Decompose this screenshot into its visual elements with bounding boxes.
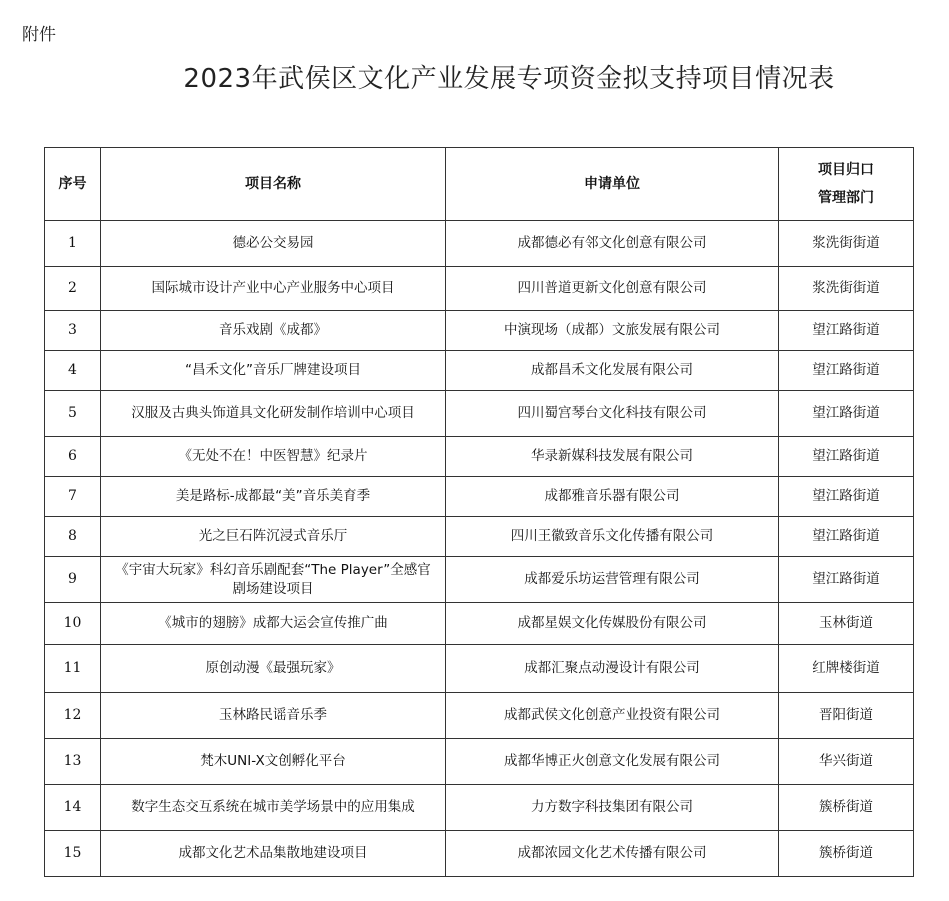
cell-applicant: 四川蜀宫琴台文化科技有限公司: [446, 391, 779, 437]
header-seq: 序号: [45, 148, 101, 221]
cell-dept: 浆洗街街道: [779, 267, 914, 311]
table-row: [45, 391, 914, 437]
cell-project-name: 美是路标-成都最“美”音乐美育季: [101, 477, 446, 517]
page-title: 2023年武侯区文化产业发展专项资金拟支持项目情况表: [183, 64, 835, 94]
cell-dept: 浆洗街街道: [779, 221, 914, 267]
cell-applicant: 成都浓园文化艺术传播有限公司: [446, 831, 779, 877]
cell-project-name: 梵木UNI-X文创孵化平台: [101, 739, 446, 785]
header-dept: [779, 148, 914, 221]
cell-seq: 14: [45, 785, 101, 831]
cell-project-name: 汉服及古典头饰道具文化研发制作培训中心项目: [101, 391, 446, 437]
header-dept-line1: 项目归口: [818, 162, 874, 178]
table-row: [45, 693, 914, 739]
cell-dept: 望江路街道: [779, 311, 914, 351]
table-row: [45, 645, 914, 693]
header-dept-line2: 管理部门: [818, 190, 874, 206]
cell-seq: 12: [45, 693, 101, 739]
cell-applicant: 成都雅音乐器有限公司: [446, 477, 779, 517]
table-row: [45, 351, 914, 391]
table-row: [45, 311, 914, 351]
cell-applicant: 成都爱乐坊运营管理有限公司: [446, 557, 779, 603]
cell-project-name: 《宇宙大玩家》科幻音乐剧配套“The Player”全感官剧场建设项目: [101, 557, 446, 603]
cell-seq: 9: [45, 557, 101, 603]
table-row: [45, 603, 914, 645]
cell-seq: 15: [45, 831, 101, 877]
table-row: [45, 477, 914, 517]
table-row: [45, 739, 914, 785]
cell-applicant: 成都德必有邻文化创意有限公司: [446, 221, 779, 267]
cell-applicant: 华录新媒科技发展有限公司: [446, 437, 779, 477]
table-row: [45, 437, 914, 477]
cell-applicant: 成都星娱文化传媒股份有限公司: [446, 603, 779, 645]
cell-dept: 望江路街道: [779, 517, 914, 557]
cell-project-name: “昌禾文化”音乐厂牌建设项目: [101, 351, 446, 391]
cell-seq: 1: [45, 221, 101, 267]
cell-dept: 簇桥街道: [779, 785, 914, 831]
cell-seq: 7: [45, 477, 101, 517]
cell-seq: 4: [45, 351, 101, 391]
cell-project-name: 国际城市设计产业中心产业服务中心项目: [101, 267, 446, 311]
cell-seq: 8: [45, 517, 101, 557]
cell-applicant: 成都昌禾文化发展有限公司: [446, 351, 779, 391]
table-row: [45, 557, 914, 603]
cell-project-name: 成都文化艺术品集散地建设项目: [101, 831, 446, 877]
header-applicant: 申请单位: [446, 148, 779, 221]
cell-project-name: 《城市的翅膀》成都大运会宣传推广曲: [101, 603, 446, 645]
cell-dept: 晋阳街道: [779, 693, 914, 739]
cell-seq: 10: [45, 603, 101, 645]
cell-seq: 13: [45, 739, 101, 785]
cell-dept: 望江路街道: [779, 477, 914, 517]
cell-project-name: 玉林路民谣音乐季: [101, 693, 446, 739]
cell-seq: 2: [45, 267, 101, 311]
cell-applicant: 成都武侯文化创意产业投资有限公司: [446, 693, 779, 739]
table-header-row: [45, 148, 914, 221]
table-row: [45, 221, 914, 267]
cell-project-name: 原创动漫《最强玩家》: [101, 645, 446, 693]
cell-applicant: 四川王徽致音乐文化传播有限公司: [446, 517, 779, 557]
table-row: [45, 267, 914, 311]
cell-project-name: 音乐戏剧《成都》: [101, 311, 446, 351]
cell-seq: 3: [45, 311, 101, 351]
table-row: [45, 517, 914, 557]
cell-applicant: 成都汇聚点动漫设计有限公司: [446, 645, 779, 693]
cell-dept: 玉林街道: [779, 603, 914, 645]
table-row: [45, 785, 914, 831]
cell-applicant: 成都华博正火创意文化发展有限公司: [446, 739, 779, 785]
cell-applicant: 四川普道更新文化创意有限公司: [446, 267, 779, 311]
cell-dept: 华兴街道: [779, 739, 914, 785]
cell-applicant: 力方数字科技集团有限公司: [446, 785, 779, 831]
header-project-name: 项目名称: [101, 148, 446, 221]
cell-dept: 望江路街道: [779, 391, 914, 437]
cell-seq: 6: [45, 437, 101, 477]
cell-project-name: 德必公交易园: [101, 221, 446, 267]
cell-seq: 5: [45, 391, 101, 437]
cell-dept: 望江路街道: [779, 351, 914, 391]
table-row: [45, 831, 914, 877]
cell-project-name: 光之巨石阵沉浸式音乐厅: [101, 517, 446, 557]
cell-dept: 红牌楼街道: [779, 645, 914, 693]
cell-dept: 簇桥街道: [779, 831, 914, 877]
cell-dept: 望江路街道: [779, 437, 914, 477]
cell-seq: 11: [45, 645, 101, 693]
cell-project-name: 数字生态交互系统在城市美学场景中的应用集成: [101, 785, 446, 831]
cell-applicant: 中演现场（成都）文旅发展有限公司: [446, 311, 779, 351]
cell-project-name: 《无处不在！中医智慧》纪录片: [101, 437, 446, 477]
cell-dept: 望江路街道: [779, 557, 914, 603]
attachment-label: 附件: [22, 25, 56, 45]
project-table: [44, 147, 914, 877]
